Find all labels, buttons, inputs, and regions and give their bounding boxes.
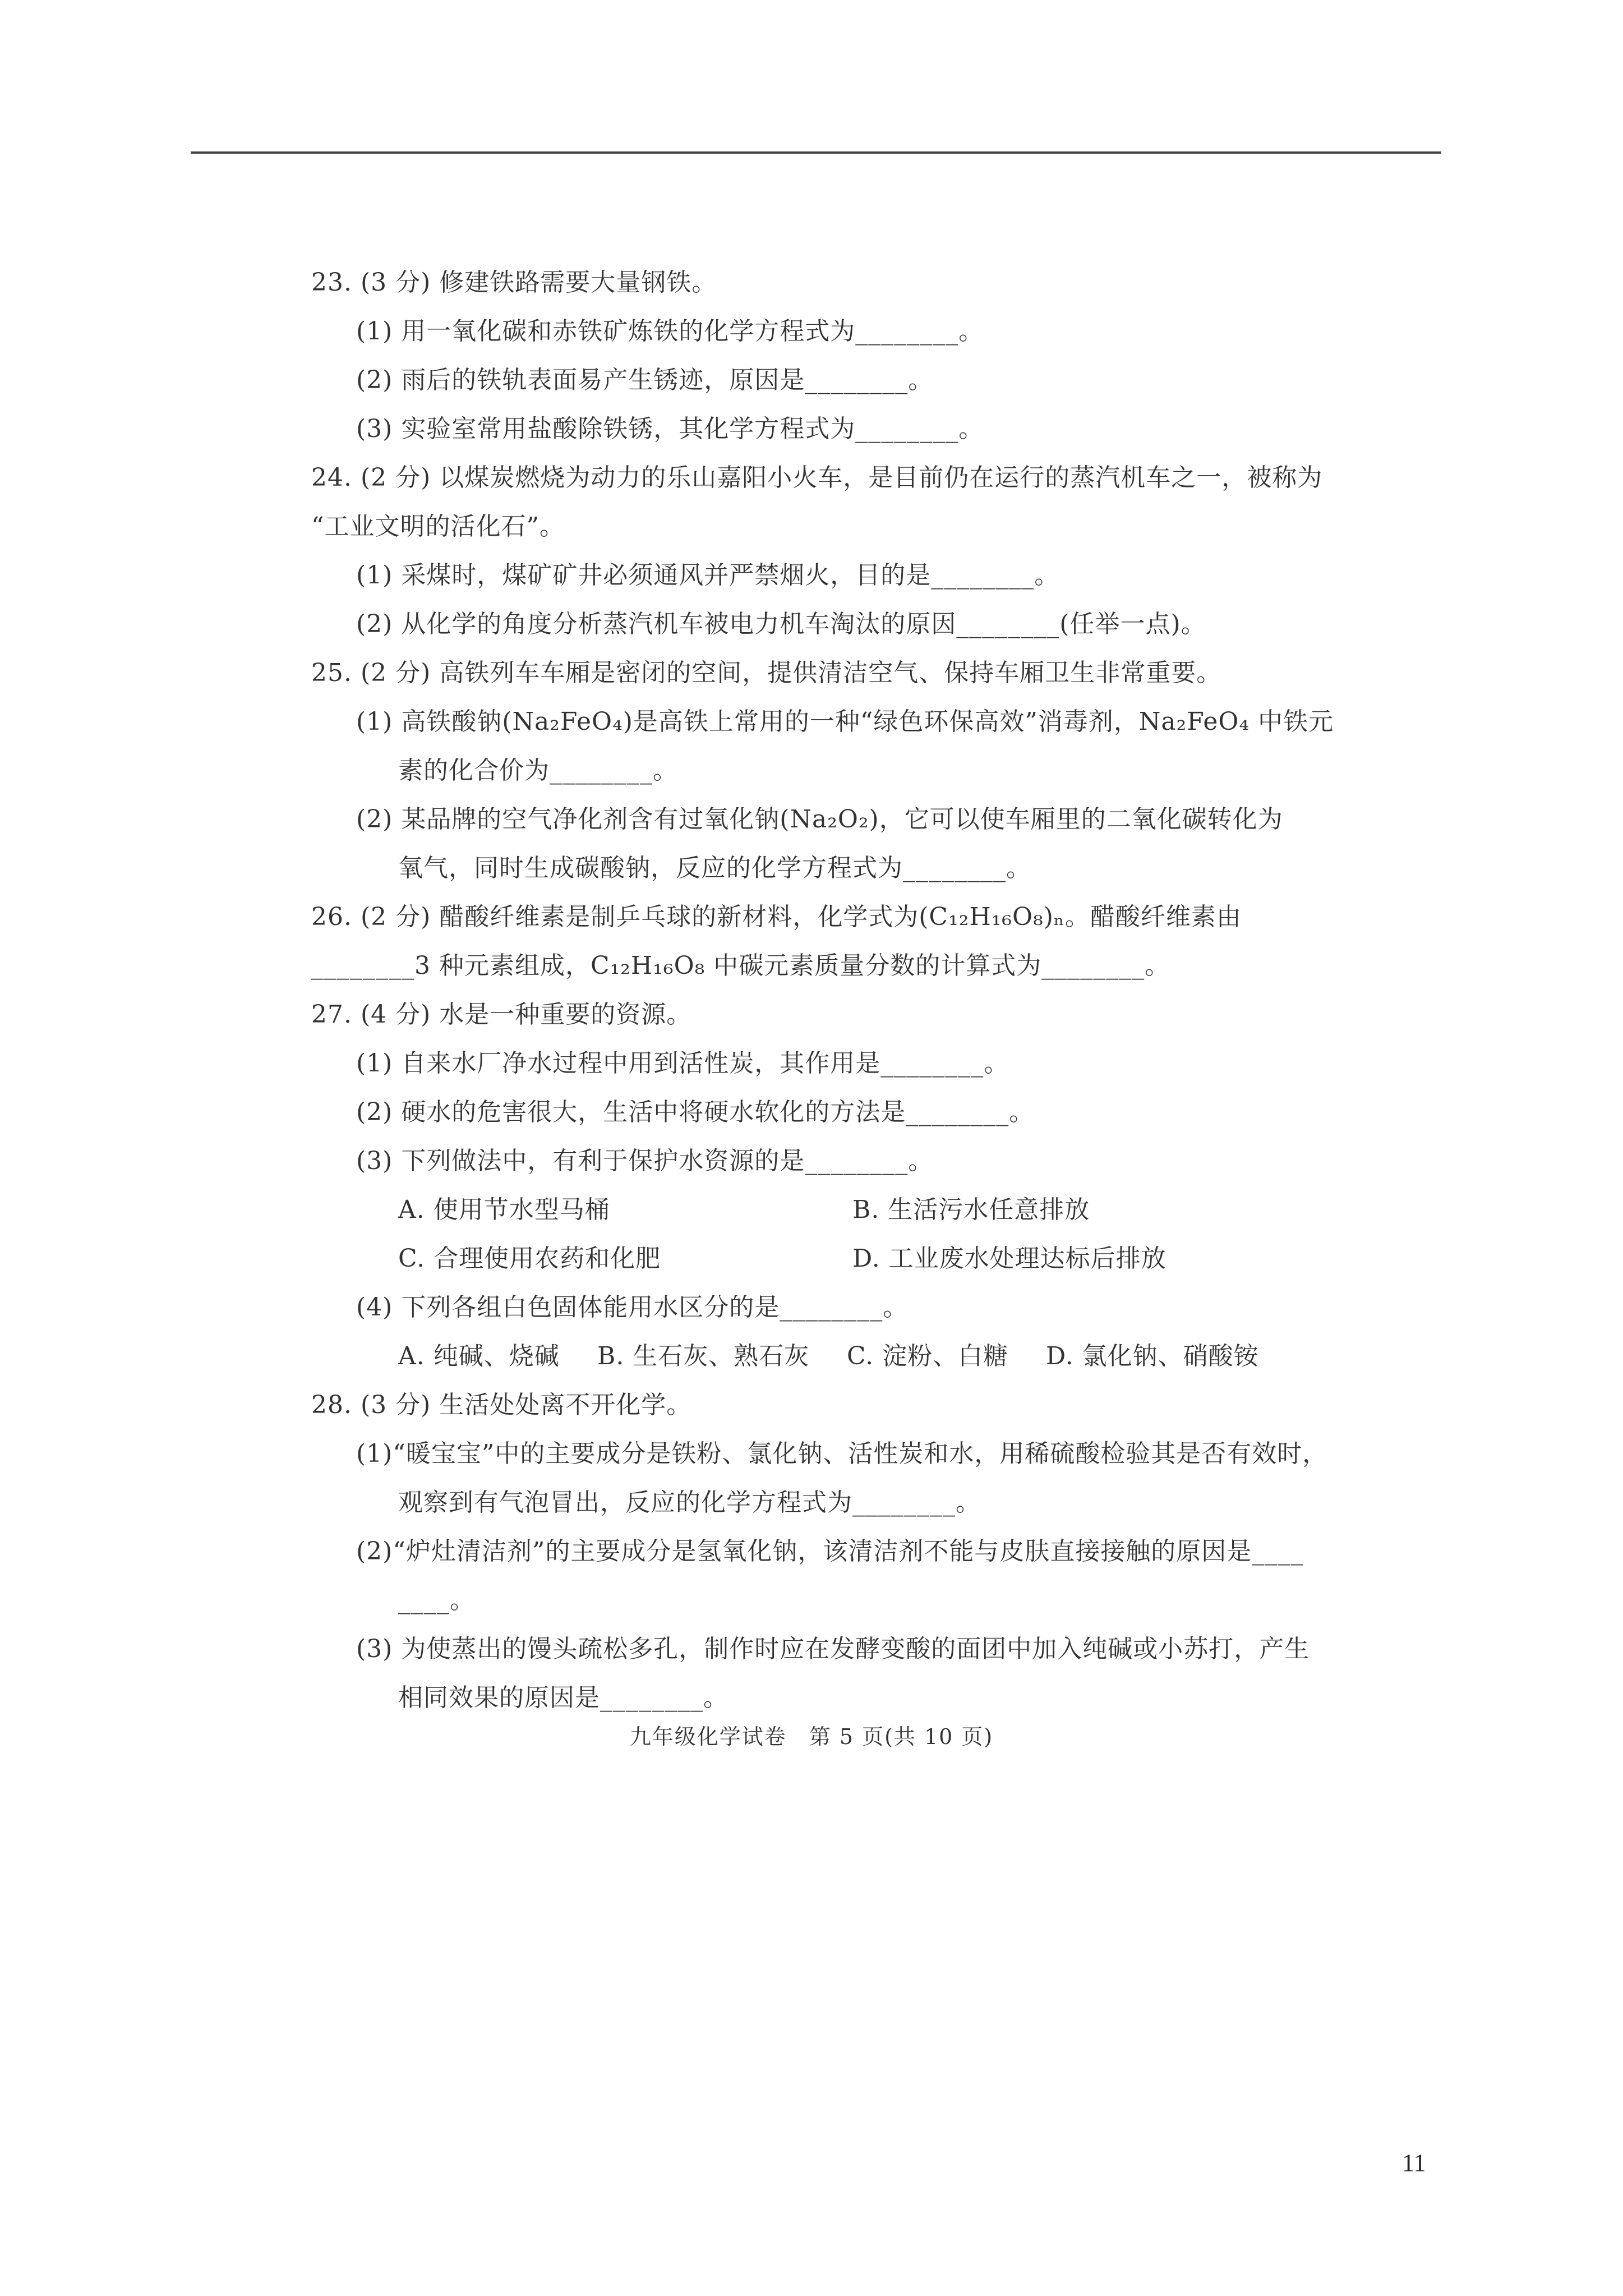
text-line: ________3 种元素组成，C₁₂H₁₆O₈ 中碳元素质量分数的计算式为________。 [311, 951, 1170, 980]
option: C. 合理使用农药和化肥 [398, 1244, 661, 1273]
text-line: 观察到有气泡冒出，反应的化学方程式为________。 [398, 1488, 981, 1517]
question-block-23-27 [311, 258, 1343, 1185]
q27-4-options [311, 1332, 1343, 1381]
option: C. 淀粉、白糖 [847, 1342, 1009, 1370]
page-number: 11 [1402, 2149, 1426, 2177]
text-line: 相同效果的原因是________。 [398, 1683, 728, 1712]
text-line: 氧气，同时生成碳酸钠，反应的化学方程式为________。 [398, 854, 1031, 882]
text-line: ____。 [398, 1586, 475, 1614]
text-line: (3) 下列做法中，有利于保护水资源的是________。 [356, 1147, 934, 1175]
text-line: (1) 用一氧化碳和赤铁矿炼铁的化学方程式为________。 [356, 317, 984, 346]
text-line: (2) 某品牌的空气净化剂含有过氧化钠(Na₂O₂)，它可以使车厢里的二氧化碳转化为 [356, 805, 1283, 834]
q27-3-options-row2 [311, 1234, 1343, 1283]
text-line: (1) 自来水厂净水过程中用到活性炭，其作用是________。 [356, 1049, 1009, 1078]
text-line: (2)“炉灶清洁剂”的主要成分是氢氧化钠，该清洁剂不能与皮肤直接接触的原因是____ [356, 1537, 1304, 1566]
option: B. 生石灰、熟石灰 [597, 1342, 810, 1370]
text-line: (1) 采煤时，煤矿矿井必须通风并严禁烟火，目的是________。 [356, 561, 1060, 590]
text-line: (3) 实验室常用盐酸除铁锈，其化学方程式为________。 [356, 415, 984, 443]
q27-4-stem: (4) 下列各组白色固体能用水区分的是________。 [356, 1293, 909, 1322]
text-line: 23. (3 分) 修建铁路需要大量钢铁。 [311, 268, 717, 297]
top-rule [191, 151, 1441, 154]
text-line: (1)“暖宝宝”中的主要成分是铁粉、氯化钠、活性炭和水，用稀硫酸检验其是否有效时， [356, 1439, 1328, 1468]
option: A. 使用节水型马桶 [398, 1195, 610, 1224]
option: D. 工业废水处理达标后排放 [852, 1244, 1166, 1273]
text-line: 26. (2 分) 醋酸纤维素是制乒乓球的新材料，化学式为(C₁₂H₁₆O₈)ₙ。醋酸纤维素由 [311, 903, 1242, 931]
exam-content [311, 258, 1343, 1722]
text-line: “工业文明的活化石”。 [311, 512, 565, 541]
text-line: 27. (4 分) 水是一种重要的资源。 [311, 1000, 692, 1029]
text-line: (2) 从化学的角度分析蒸汽机车被电力机车淘汰的原因________(任举一点)。 [356, 610, 1206, 638]
q27-3-options-row1 [311, 1185, 1343, 1234]
text-line: (2) 雨后的铁轨表面易产生锈迹，原因是________。 [356, 366, 934, 394]
text-line: (1) 高铁酸钠(Na₂FeO₄)是高铁上常用的一种“绿色环保高效”消毒剂，Na₂FeO₄ 中铁元 [356, 707, 1334, 736]
option: A. 纯碱、烧碱 [398, 1342, 560, 1370]
option: D. 氯化钠、硝酸铵 [1046, 1342, 1259, 1370]
text-line: 25. (2 分) 高铁列车车厢是密闭的空间，提供清洁空气、保持车厢卫生非常重要。 [311, 659, 1222, 687]
text-line: 28. (3 分) 生活处处离不开化学。 [311, 1391, 692, 1419]
question-block-28 [311, 1381, 1343, 1722]
page-footer: 九年级化学试卷 第 5 页(共 10 页) [629, 1724, 994, 1749]
text-line: 24. (2 分) 以煤炭燃烧为动力的乐山嘉阳小火车，是目前仍在运行的蒸汽机车之一，被称为 [311, 463, 1323, 492]
text-line: (2) 硬水的危害很大，生活中将硬水软化的方法是________。 [356, 1098, 1035, 1126]
text-line: 素的化合价为________。 [398, 756, 678, 785]
option: B. 生活污水任意排放 [852, 1195, 1090, 1224]
text-line: (3) 为使蒸出的馒头疏松多孔，制作时应在发酵变酸的面团中加入纯碱或小苏打，产生 [356, 1635, 1310, 1663]
